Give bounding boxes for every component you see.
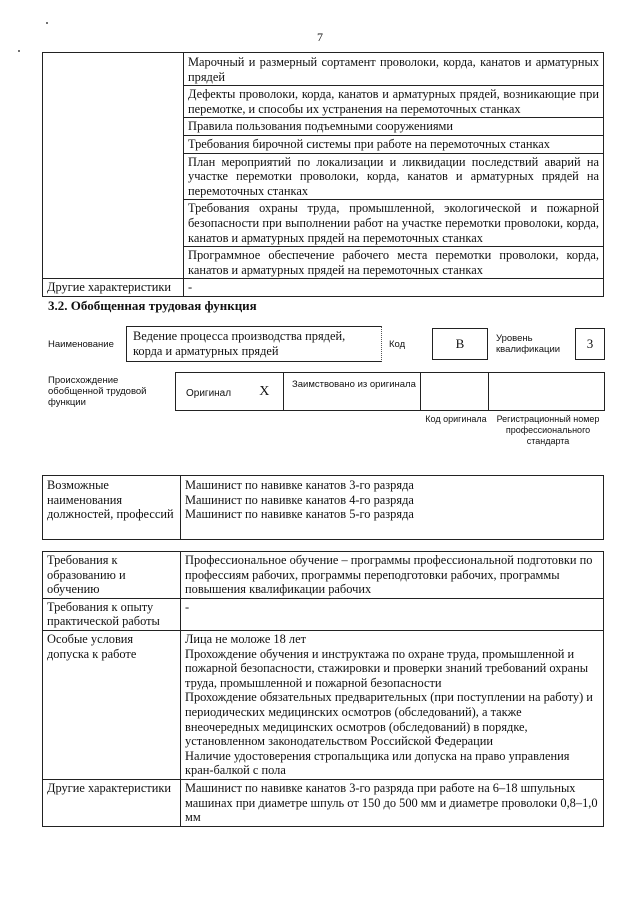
code-value: B xyxy=(455,336,465,351)
code-box xyxy=(432,328,488,360)
table-cell-right: Требования бирочной системы при работе на перемоточных станках xyxy=(184,135,604,153)
table-cell-left: Другие характеристики xyxy=(43,279,184,297)
original-label-cell xyxy=(176,373,246,411)
table-row xyxy=(43,598,604,630)
knowledge-table xyxy=(42,52,604,297)
origin-table xyxy=(175,372,605,411)
table-row xyxy=(43,53,604,86)
requirement-line: Машинист по навивке канатов 3-го разряда при работе на 6–18 шпульных машинах при диаметре шпуль от 150 до 500 мм и диаметре проволоки 0,8–1,0 мм xyxy=(185,780,598,825)
original-label: Оригинал xyxy=(186,387,232,399)
requirement-value xyxy=(181,598,604,630)
original-mark-cell xyxy=(246,373,284,411)
requirements-table xyxy=(42,551,604,827)
level-label: Уровень квалификации xyxy=(496,333,561,355)
requirement-line: Лица не моложе 18 лет xyxy=(185,631,307,646)
borrowed-cell xyxy=(284,373,421,411)
requirement-label: Требования к опыту практической работы xyxy=(43,598,181,630)
position-item: Машинист по навивке канатов 3-го разряда xyxy=(185,478,414,492)
table-cell-right: Программное обеспечение рабочего места перемотки проволоки, корда, канатов и арматурных прядей на перемоточных станках xyxy=(184,247,604,279)
table-cell-right: Дефекты проволоки, корда, канатов и арматурных прядей, возникающие при перемотке, и способы их устранения на перемоточных станках xyxy=(184,86,604,118)
scan-dot xyxy=(46,22,48,24)
page-number: 7 xyxy=(317,30,323,44)
level-value: 3 xyxy=(586,336,594,351)
table-row xyxy=(43,630,604,779)
caption-code: Код оригинала xyxy=(425,414,487,424)
positions-label: Возможные наименования должностей, профессий xyxy=(43,476,181,540)
position-item: Машинист по навивке канатов 4-го разряда xyxy=(185,492,414,507)
table-cell-right: Правила пользования подъемными сооружениями xyxy=(184,118,604,136)
requirement-value xyxy=(181,779,604,826)
positions-values xyxy=(181,476,604,540)
table-row xyxy=(43,779,604,826)
table-cell-right: Требования охраны труда, промышленной, экологической и пожарной безопасности при выполнении работ на участке перемотки проволоки, корда, канатов и арматурных прядей на перемоточных станках xyxy=(184,200,604,247)
table-row xyxy=(43,476,604,540)
origin-label: Происхождение обобщенной трудовой функции xyxy=(48,375,147,408)
section-title: 3.2. Обобщенная трудовая функция xyxy=(48,298,257,313)
table-row xyxy=(43,552,604,599)
requirement-label: Другие характеристики xyxy=(43,779,181,826)
function-name-box xyxy=(126,326,382,362)
name-label: Наименование xyxy=(48,339,114,350)
scan-dot xyxy=(18,50,20,52)
table-row xyxy=(43,279,604,297)
requirement-label: Требования к образованию и обучению xyxy=(43,552,181,599)
requirement-value xyxy=(181,552,604,599)
caption-reg: Регистрационный номер профессионального стандарта xyxy=(496,414,600,446)
requirement-line: Прохождение обязательных предварительных (при поступлении на работу) и периодических медицинских осмотров (обследований), а также внеочередных медицинских осмотров (обследований) в порядке, установленном законодательством Российской Федерации xyxy=(185,690,593,749)
requirement-line: - xyxy=(185,599,190,614)
requirement-line: Наличие удостоверения стропальщика или допуска на право управления кран-балкой с пола xyxy=(185,748,570,778)
requirement-value xyxy=(181,630,604,779)
requirement-label: Особые условия допуска к работе xyxy=(43,630,181,779)
positions-table xyxy=(42,475,604,540)
code-label: Код xyxy=(389,339,406,350)
original-mark: X xyxy=(259,383,270,399)
level-box xyxy=(575,328,605,360)
table-cell-right: План мероприятий по локализации и ликвидации последствий аварий на участке перемотки проволоки, корда, канатов и арматурных прядей на перемоточных станках xyxy=(184,153,604,200)
table-cell-left xyxy=(43,53,184,279)
position-item: Машинист по навивке канатов 5-го разряда xyxy=(185,507,414,522)
table-cell-right: Марочный и размерный сортамент проволоки, корда, канатов и арматурных прядей xyxy=(184,53,604,86)
function-name-value: Ведение процесса производства прядей, корда и арматурных прядей xyxy=(133,329,346,358)
requirement-line: Профессиональное обучение – программы профессиональной подготовки по профессиям рабочих, программы переподготовки рабочих, программы повышения квалификации рабочих xyxy=(185,553,593,597)
origin-reg-cell xyxy=(489,373,605,411)
origin-code-cell xyxy=(421,373,489,411)
borrowed-label: Заимствовано из оригинала xyxy=(292,379,416,390)
table-cell-right: - xyxy=(184,279,604,297)
requirement-line: Прохождение обучения и инструктажа по охране труда, промышленной и пожарной безопасности, стажировки и проверки знаний требований охраны труда, промышленной и пожарной безопасности xyxy=(185,646,589,690)
